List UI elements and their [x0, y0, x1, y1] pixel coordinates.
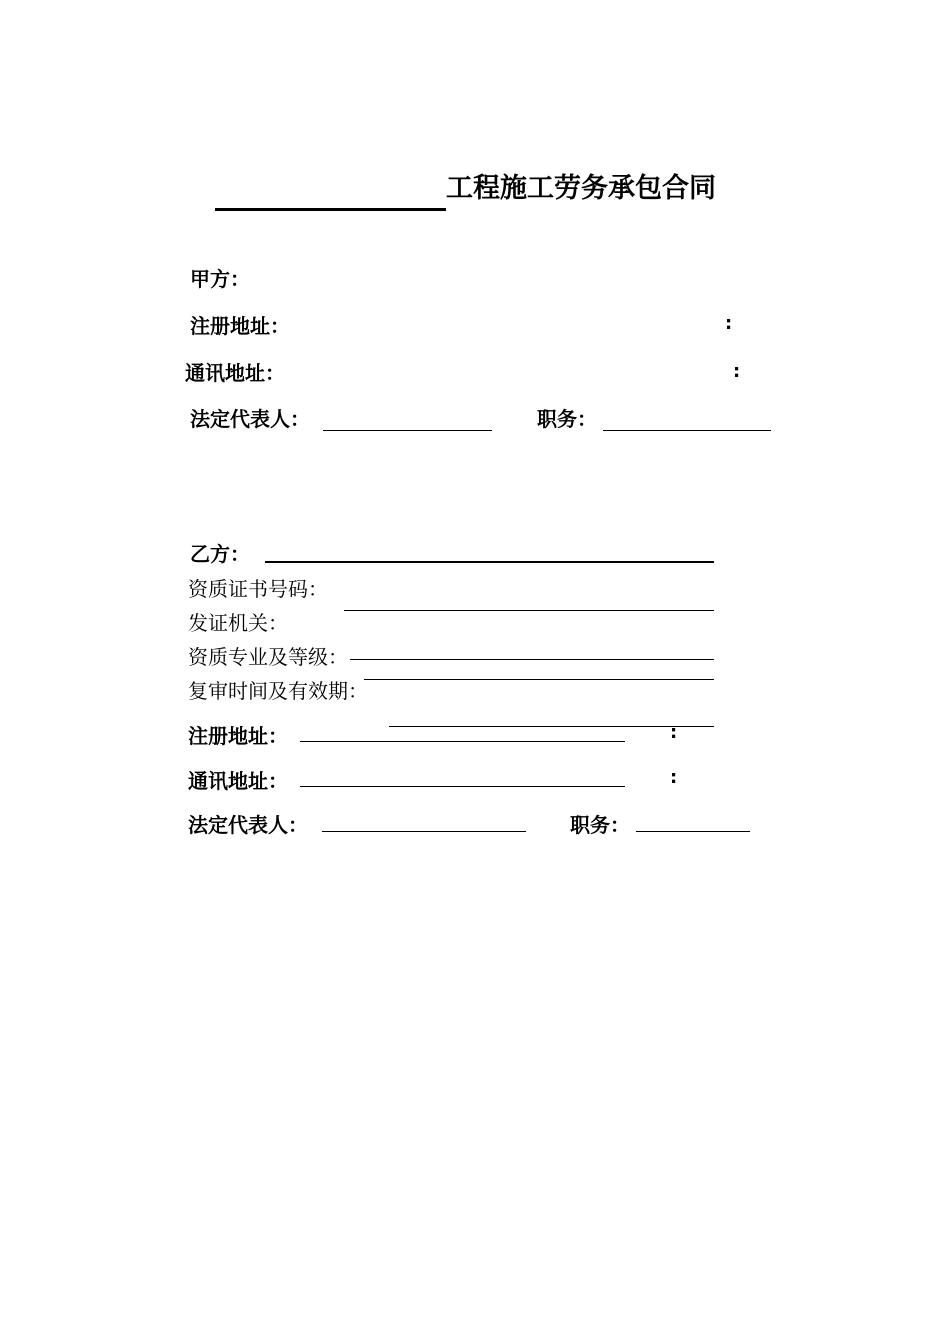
- party-b-mailing-address-colon: :: [670, 767, 678, 788]
- party-a-registered-address-label: 注册地址：: [190, 314, 290, 338]
- party-b-issuer-blank[interactable]: [344, 610, 714, 611]
- party-a-position-label: 职务：: [537, 407, 597, 431]
- party-b-review-validity-label: 复审时间及有效期：: [188, 679, 368, 703]
- document-title: 工程施工劳务承包合同: [446, 173, 716, 204]
- party-b-position-blank[interactable]: [636, 831, 750, 832]
- party-a-mailing-address-colon: :: [733, 361, 741, 382]
- party-b-mailing-address-blank[interactable]: [300, 786, 625, 787]
- party-b-name-blank[interactable]: [265, 561, 714, 563]
- party-b-registered-address-blank[interactable]: [300, 741, 625, 742]
- party-a-legal-rep-label: 法定代表人：: [190, 407, 310, 431]
- party-b-registered-address-colon: :: [670, 722, 678, 743]
- party-a-label: 甲方：: [190, 267, 250, 291]
- party-b-specialty-grade-blank[interactable]: [350, 659, 714, 660]
- party-a-mailing-address-label: 通讯地址：: [185, 361, 285, 385]
- party-b-registered-address-label: 注册地址：: [188, 724, 288, 748]
- party-b-specialty-grade-label: 资质专业及等级：: [188, 645, 348, 669]
- party-b-review-validity-blank[interactable]: [364, 679, 714, 680]
- party-b-extra-blank[interactable]: [389, 726, 714, 727]
- party-b-legal-rep-blank[interactable]: [322, 831, 526, 832]
- party-b-cert-no-label: 资质证书号码：: [188, 577, 328, 601]
- party-b-position-label: 职务：: [570, 813, 630, 837]
- party-b-legal-rep-label: 法定代表人：: [188, 813, 308, 837]
- party-b-label: 乙方：: [190, 542, 250, 566]
- party-a-registered-address-colon: :: [725, 313, 733, 334]
- party-b-issuer-label: 发证机关：: [188, 611, 288, 635]
- party-b-mailing-address-label: 通讯地址：: [188, 769, 288, 793]
- party-a-position-blank[interactable]: [603, 430, 771, 431]
- party-a-legal-rep-blank[interactable]: [323, 430, 492, 431]
- title-blank-line[interactable]: [215, 208, 446, 211]
